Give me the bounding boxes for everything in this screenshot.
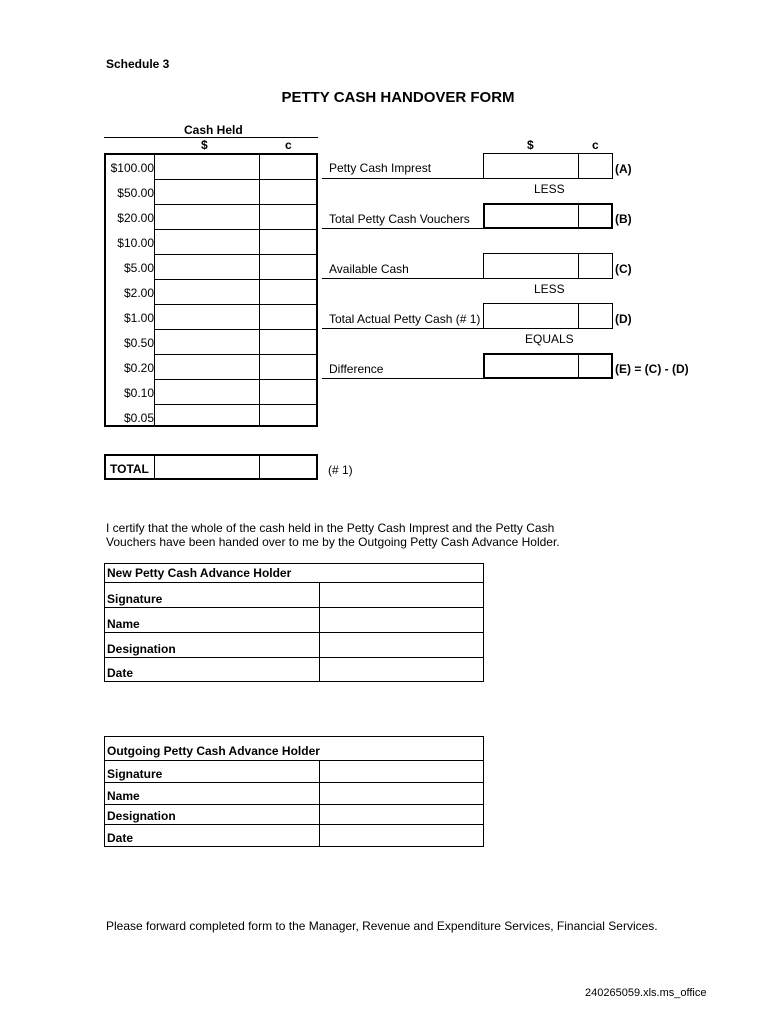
denom-label: $2.00 — [123, 286, 154, 300]
denom-row — [106, 305, 316, 330]
date-label: Date — [107, 666, 134, 680]
label-underline — [322, 378, 484, 379]
total-row — [104, 454, 318, 480]
denom-row — [106, 180, 316, 205]
recon-dollar-header: $ — [527, 138, 534, 152]
denom-label: $50.00 — [117, 186, 154, 200]
schedule-label: Schedule 3 — [106, 57, 170, 71]
operator-equals: EQUALS — [525, 332, 574, 346]
cash-held-heading: Cash Held — [184, 123, 243, 137]
forward-instruction: Please forward completed form to the Manager, Revenue and Expenditure Services, Financial Services. — [106, 919, 658, 933]
denom-row — [106, 380, 316, 405]
ref-e: (E) = (C) - (D) — [615, 362, 689, 376]
denom-row — [106, 280, 316, 305]
signature-label: Signature — [107, 592, 163, 606]
designation-label: Designation — [107, 809, 176, 823]
total-actual-cash-label: Total Actual Petty Cash (# 1) — [329, 312, 481, 326]
field-divider — [319, 608, 320, 632]
total-reference: (# 1) — [328, 463, 353, 477]
operator-less: LESS — [534, 282, 565, 296]
denom-label: $1.00 — [123, 311, 154, 325]
cash-held-cents-header: c — [285, 138, 292, 152]
denom-label: $0.05 — [123, 411, 154, 425]
total-col-divider — [154, 456, 155, 478]
field-divider — [319, 805, 320, 824]
denom-label: $0.50 — [123, 336, 154, 350]
certification-line-1: I certify that the whole of the cash held in the Petty Cash Imprest and the Petty Cash — [106, 521, 555, 535]
outgoing-holder-designation-row[interactable] — [105, 804, 483, 824]
new-holder-name-row[interactable] — [105, 607, 483, 632]
denom-label: $100.00 — [110, 161, 154, 175]
petty-cash-imprest-field[interactable] — [483, 153, 613, 179]
denom-row — [106, 205, 316, 230]
field-divider — [578, 304, 579, 328]
field-divider — [319, 783, 320, 804]
date-label: Date — [107, 831, 134, 845]
cash-held-dollar-header: $ — [201, 138, 208, 152]
outgoing-holder-heading-row — [105, 737, 483, 760]
field-divider — [578, 254, 579, 278]
denomination-table — [104, 153, 318, 427]
denom-row — [106, 330, 316, 355]
label-underline — [322, 278, 484, 279]
ref-d: (D) — [615, 312, 632, 326]
label-underline — [322, 328, 484, 329]
total-vouchers-field[interactable] — [483, 203, 613, 229]
new-holder-heading: New Petty Cash Advance Holder — [107, 566, 292, 580]
outgoing-holder-date-row[interactable] — [105, 824, 483, 846]
label-underline — [322, 228, 484, 229]
name-label: Name — [107, 617, 140, 631]
new-holder-date-row[interactable] — [105, 657, 483, 681]
new-holder-signature-row[interactable] — [105, 582, 483, 607]
total-label: TOTAL — [110, 462, 149, 476]
signature-label: Signature — [107, 767, 163, 781]
denom-label: $20.00 — [117, 211, 154, 225]
denom-label: $10.00 — [117, 236, 154, 250]
field-divider — [319, 658, 320, 681]
difference-field[interactable] — [483, 353, 613, 379]
petty-cash-imprest-label: Petty Cash Imprest — [329, 161, 432, 175]
field-divider — [578, 205, 579, 227]
denom-row — [106, 155, 316, 180]
ref-a: (A) — [615, 162, 632, 176]
denom-label: $0.10 — [123, 386, 154, 400]
designation-label: Designation — [107, 642, 176, 656]
name-label: Name — [107, 789, 140, 803]
field-divider — [578, 154, 579, 178]
denom-label: $5.00 — [123, 261, 154, 275]
outgoing-holder-signature-row[interactable] — [105, 760, 483, 782]
available-cash-field[interactable] — [483, 253, 613, 279]
ref-b: (B) — [615, 212, 632, 226]
page-title: PETTY CASH HANDOVER FORM — [281, 89, 515, 106]
new-holder-designation-row[interactable] — [105, 632, 483, 657]
field-divider — [319, 761, 320, 782]
total-col-divider — [259, 456, 260, 478]
total-vouchers-label: Total Petty Cash Vouchers — [329, 212, 470, 226]
total-dollars-input[interactable] — [156, 457, 257, 477]
field-divider — [319, 633, 320, 657]
total-cents-input[interactable] — [261, 457, 314, 477]
field-divider — [319, 583, 320, 607]
label-underline — [322, 178, 484, 179]
field-divider — [578, 355, 579, 377]
operator-less: LESS — [534, 182, 565, 196]
field-divider — [319, 825, 320, 846]
available-cash-label: Available Cash — [329, 262, 409, 276]
total-actual-cash-field[interactable] — [483, 303, 613, 329]
recon-cents-header: c — [592, 138, 599, 152]
denom-label: $0.20 — [123, 361, 154, 375]
new-holder-table — [104, 563, 484, 682]
file-reference: 240265059.xls.ms_office — [585, 987, 707, 999]
denom-row — [106, 405, 316, 430]
ref-c: (C) — [615, 262, 632, 276]
denom-row — [106, 230, 316, 255]
outgoing-holder-heading: Outgoing Petty Cash Advance Holder — [107, 744, 320, 758]
new-holder-heading-row — [105, 564, 483, 582]
difference-label: Difference — [329, 362, 384, 376]
outgoing-holder-table — [104, 736, 484, 847]
denom-row — [106, 355, 316, 380]
certification-line-2: Vouchers have been handed over to me by the Outgoing Petty Cash Advance Holder. — [106, 535, 560, 549]
outgoing-holder-name-row[interactable] — [105, 782, 483, 804]
denom-row — [106, 255, 316, 280]
